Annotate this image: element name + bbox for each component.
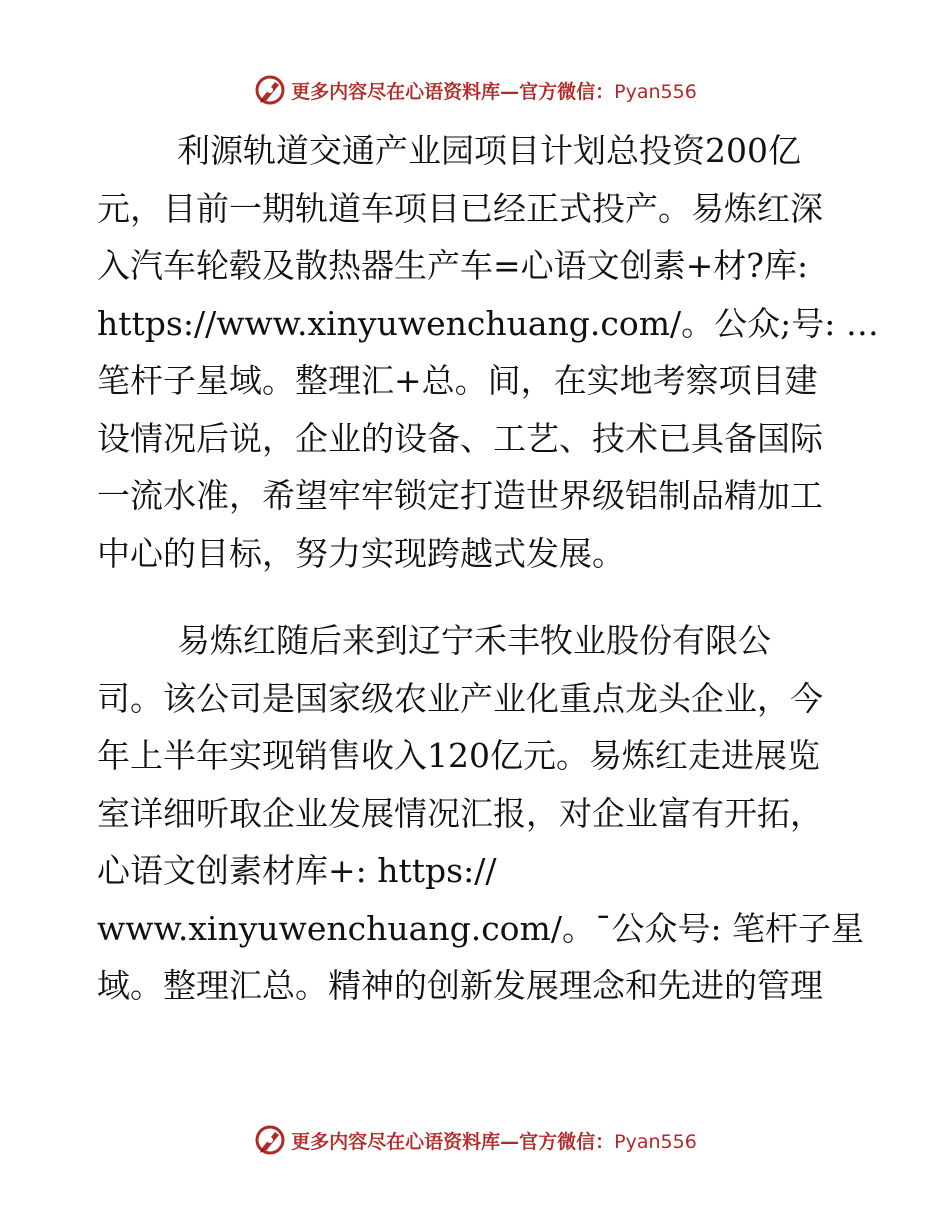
footer-contact: Pyan556 (614, 1130, 697, 1153)
header-contact: Pyan556 (614, 80, 697, 103)
paragraph-line: 笔杆子星域。整理汇+总。间，在实地考察项目建 (97, 361, 818, 400)
paragraph-line: 入汽车轮毂及散热器生产车=心语文创素+材?库: (97, 246, 809, 285)
paragraph-line: 一流水准，希望牢牢锁定打造世界级铝制品精加工 (97, 476, 823, 515)
paragraph-line: 设情况后说，企业的设备、工艺、技术已具备国际 (97, 418, 823, 458)
footer-banner (0, 1120, 950, 1160)
paragraph-line: 域。整理汇总。精神的创新发展理念和先进的管理 (97, 966, 823, 1005)
paragraph-line: 易炼红随后来到辽宁禾丰牧业股份有限公 (177, 621, 771, 660)
paragraph-line: 元，目前一期轨道车项目已经正式投产。易炼红深 (97, 188, 823, 228)
paragraph-1 (97, 122, 879, 582)
header-banner (0, 70, 950, 110)
pen-circle-logo-icon (253, 1123, 287, 1157)
footer-banner-text: 更多内容尽在心语资料库—官方微信：Pyan556 (291, 1130, 697, 1153)
paragraph-line: 室详细听取企业发展情况汇报，对企业富有开拓， (97, 793, 823, 833)
paragraph-2 (97, 612, 865, 1015)
paragraph-line: 心语文创素材库+: https:// (97, 851, 497, 890)
document-body (97, 122, 879, 1015)
paragraph-line: https://www.xinyuwenchuang.com/。公众;号: … (97, 303, 879, 343)
paragraph-line: 年上半年实现销售收入120亿元。易炼红走进展览 (97, 736, 820, 775)
pen-circle-logo-icon (253, 73, 287, 107)
paragraph-line: 利源轨道交通产业园项目计划总投资200亿 (177, 131, 801, 170)
paragraph-line: www.xinyuwenchuang.com/。¯公众号: 笔杆子星 (97, 908, 865, 948)
paragraph-line: 司。该公司是国家级农业产业化重点龙头企业，今 (97, 678, 823, 718)
paragraph-line: 中心的目标，努力实现跨越式发展。 (97, 533, 625, 573)
header-banner-text: 更多内容尽在心语资料库—官方微信：Pyan556 (291, 80, 697, 103)
